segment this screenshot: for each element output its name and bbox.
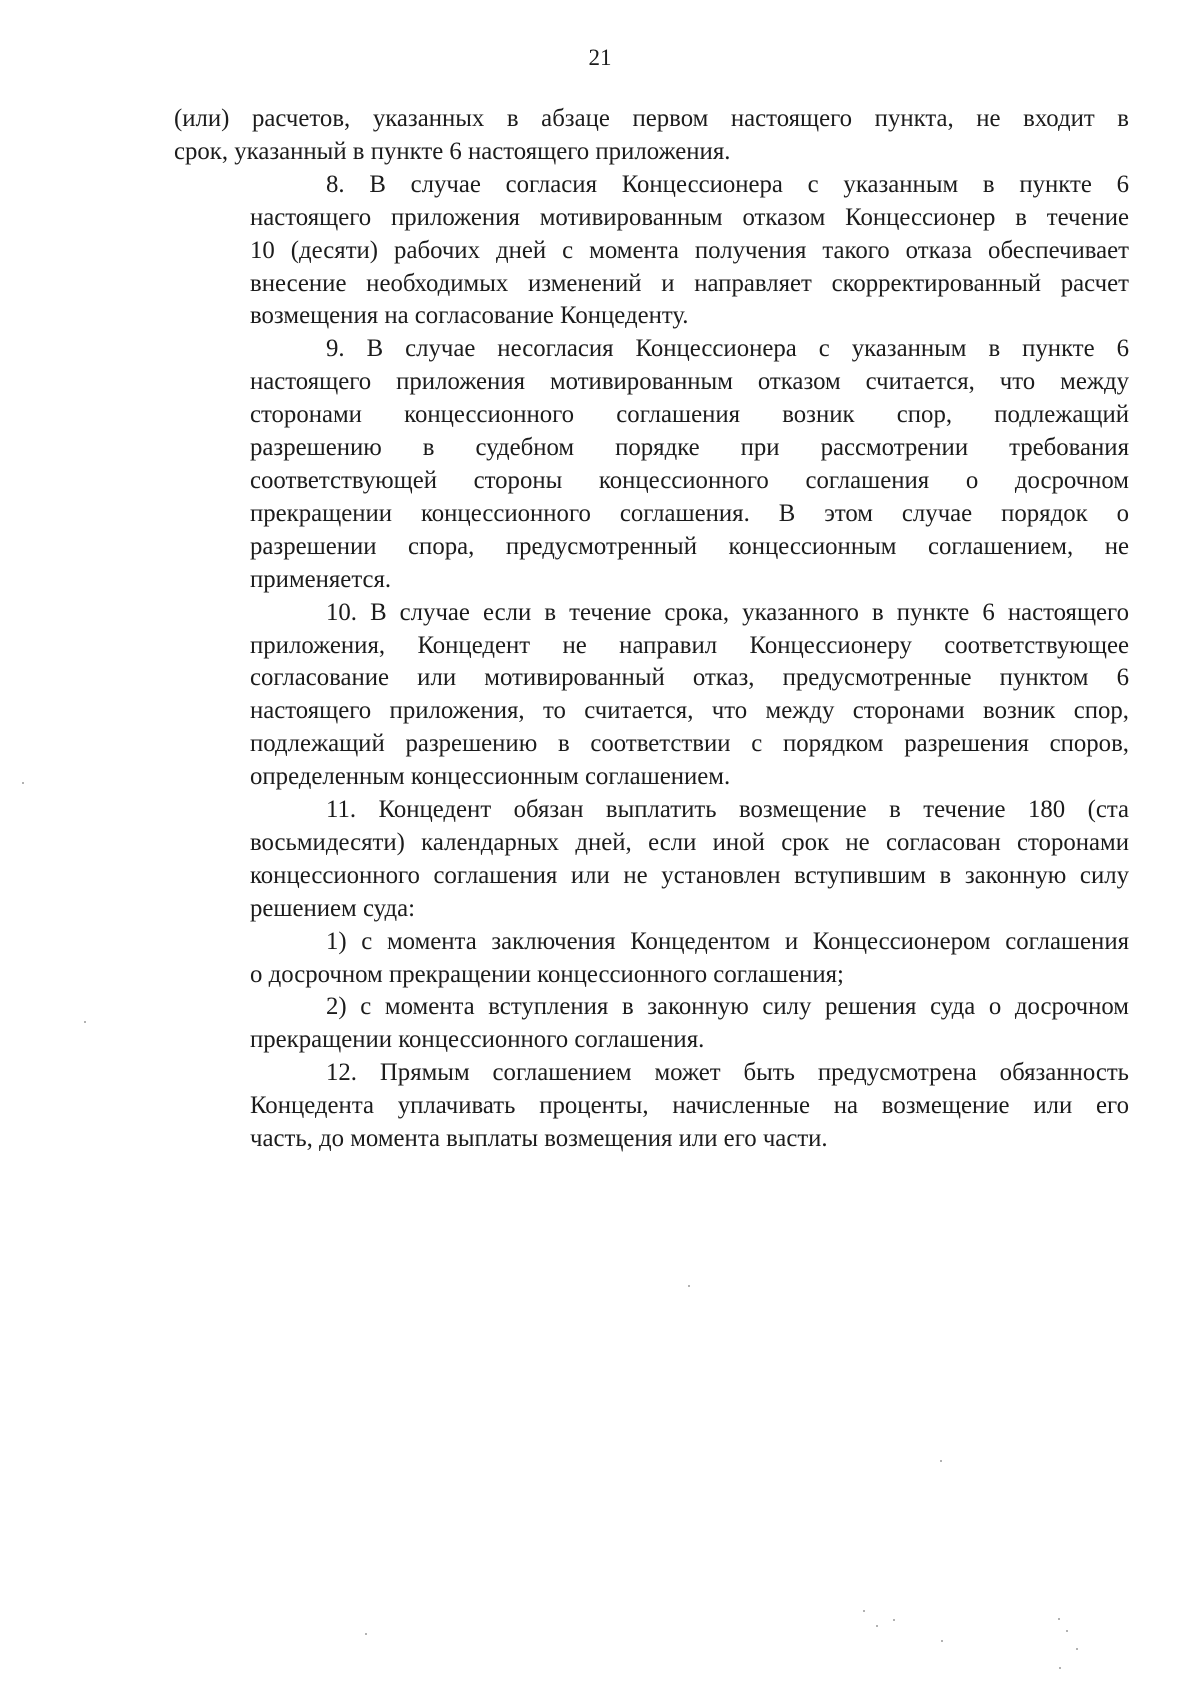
scan-speck <box>863 1610 865 1612</box>
text-line: подлежащий разрешению в соответствии с порядком разрешения споров, <box>250 730 1129 758</box>
text-line: приложения, Концедент не направил Концессионеру соответствующее <box>250 631 1129 659</box>
text-line: применяется. <box>250 565 392 593</box>
text-line: срок, указанный в пункте 6 настоящего приложения. <box>174 137 731 165</box>
text-line: согласование или мотивированный отказ, предусмотренные пунктом 6 <box>250 664 1129 692</box>
text-line: внесение необходимых изменений и направляет скорректированный расчет <box>250 269 1129 297</box>
text-line: концессионного соглашения или не установлен вступившим в законную силу <box>250 861 1129 889</box>
scan-speck <box>1076 1648 1078 1650</box>
page-number: 21 <box>588 45 612 70</box>
text-line: 10. В случае если в течение срока, указанного в пункте 6 настоящего <box>326 598 1129 626</box>
text-line: 10 (десяти) рабочих дней с момента получения такого отказа обеспечивает <box>250 236 1129 264</box>
text-line: (или) расчетов, указанных в абзаце первом настоящего пункта, не входит в <box>174 105 1129 132</box>
paragraph <box>174 1057 1129 1156</box>
scan-speck <box>893 1619 895 1621</box>
scan-speck <box>1058 1618 1060 1620</box>
scan-speck <box>940 1460 942 1462</box>
paragraph <box>174 169 1129 334</box>
text-line: часть, до момента выплаты возмещения или его части. <box>250 1125 828 1153</box>
text-line: сторонами концессионного соглашения возник спор, подлежащий <box>250 401 1129 429</box>
scan-speck <box>876 1625 878 1627</box>
scan-speck <box>1059 1667 1061 1669</box>
text-line: 2) с момента вступления в законную силу решения суда о досрочном <box>326 993 1129 1021</box>
text-line: 1) с момента заключения Концедентом и Концессионером соглашения <box>326 927 1129 955</box>
text-line: настоящего приложения, то считается, что между сторонами возник спор, <box>250 697 1129 725</box>
text-line: Концедента уплачивать проценты, начисленные на возмещение или его <box>250 1092 1129 1120</box>
scan-speck <box>365 1633 367 1635</box>
paragraph <box>174 103 1129 169</box>
text-line: прекращении концессионного соглашения. <box>250 1026 705 1054</box>
text-line: решением суда: <box>250 894 415 922</box>
text-line: прекращении концессионного соглашения. В этом случае порядок о <box>250 499 1129 527</box>
text-line: 12. Прямым соглашением может быть предусмотрена обязанность <box>326 1059 1129 1087</box>
text-line: 11. Концедент обязан выплатить возмещение в течение 180 (ста <box>326 796 1129 824</box>
text-line: определенным концессионным соглашением. <box>250 763 731 791</box>
paragraph <box>174 991 1129 1057</box>
text-line: 8. В случае согласия Концессионера с указанным в пункте 6 <box>326 170 1129 198</box>
document-body <box>174 103 1129 1156</box>
paragraph <box>174 926 1129 992</box>
scan-speck <box>941 1640 943 1642</box>
text-line: 9. В случае несогласия Концессионера с указанным в пункте 6 <box>326 335 1129 363</box>
scan-speck <box>22 782 24 784</box>
text-line: восьмидесяти) календарных дней, если иной срок не согласован сторонами <box>250 828 1129 856</box>
text-line: о досрочном прекращении концессионного соглашения; <box>250 960 844 988</box>
paragraph <box>174 794 1129 926</box>
paragraph <box>174 333 1129 596</box>
paragraph <box>174 597 1129 794</box>
text-line: настоящего приложения мотивированным отказом Концессионер в течение <box>250 203 1129 231</box>
text-line: настоящего приложения мотивированным отказом считается, что между <box>250 368 1129 396</box>
scan-speck <box>1066 1630 1068 1632</box>
text-line: возмещения на согласование Концеденту. <box>250 302 689 330</box>
text-line: разрешению в судебном порядке при рассмотрении требования <box>250 434 1129 462</box>
text-line: соответствующей стороны концессионного соглашения о досрочном <box>250 466 1129 494</box>
scan-speck <box>688 1285 690 1287</box>
scan-speck <box>84 1021 86 1023</box>
text-line: разрешении спора, предусмотренный концессионным соглашением, не <box>250 532 1129 560</box>
